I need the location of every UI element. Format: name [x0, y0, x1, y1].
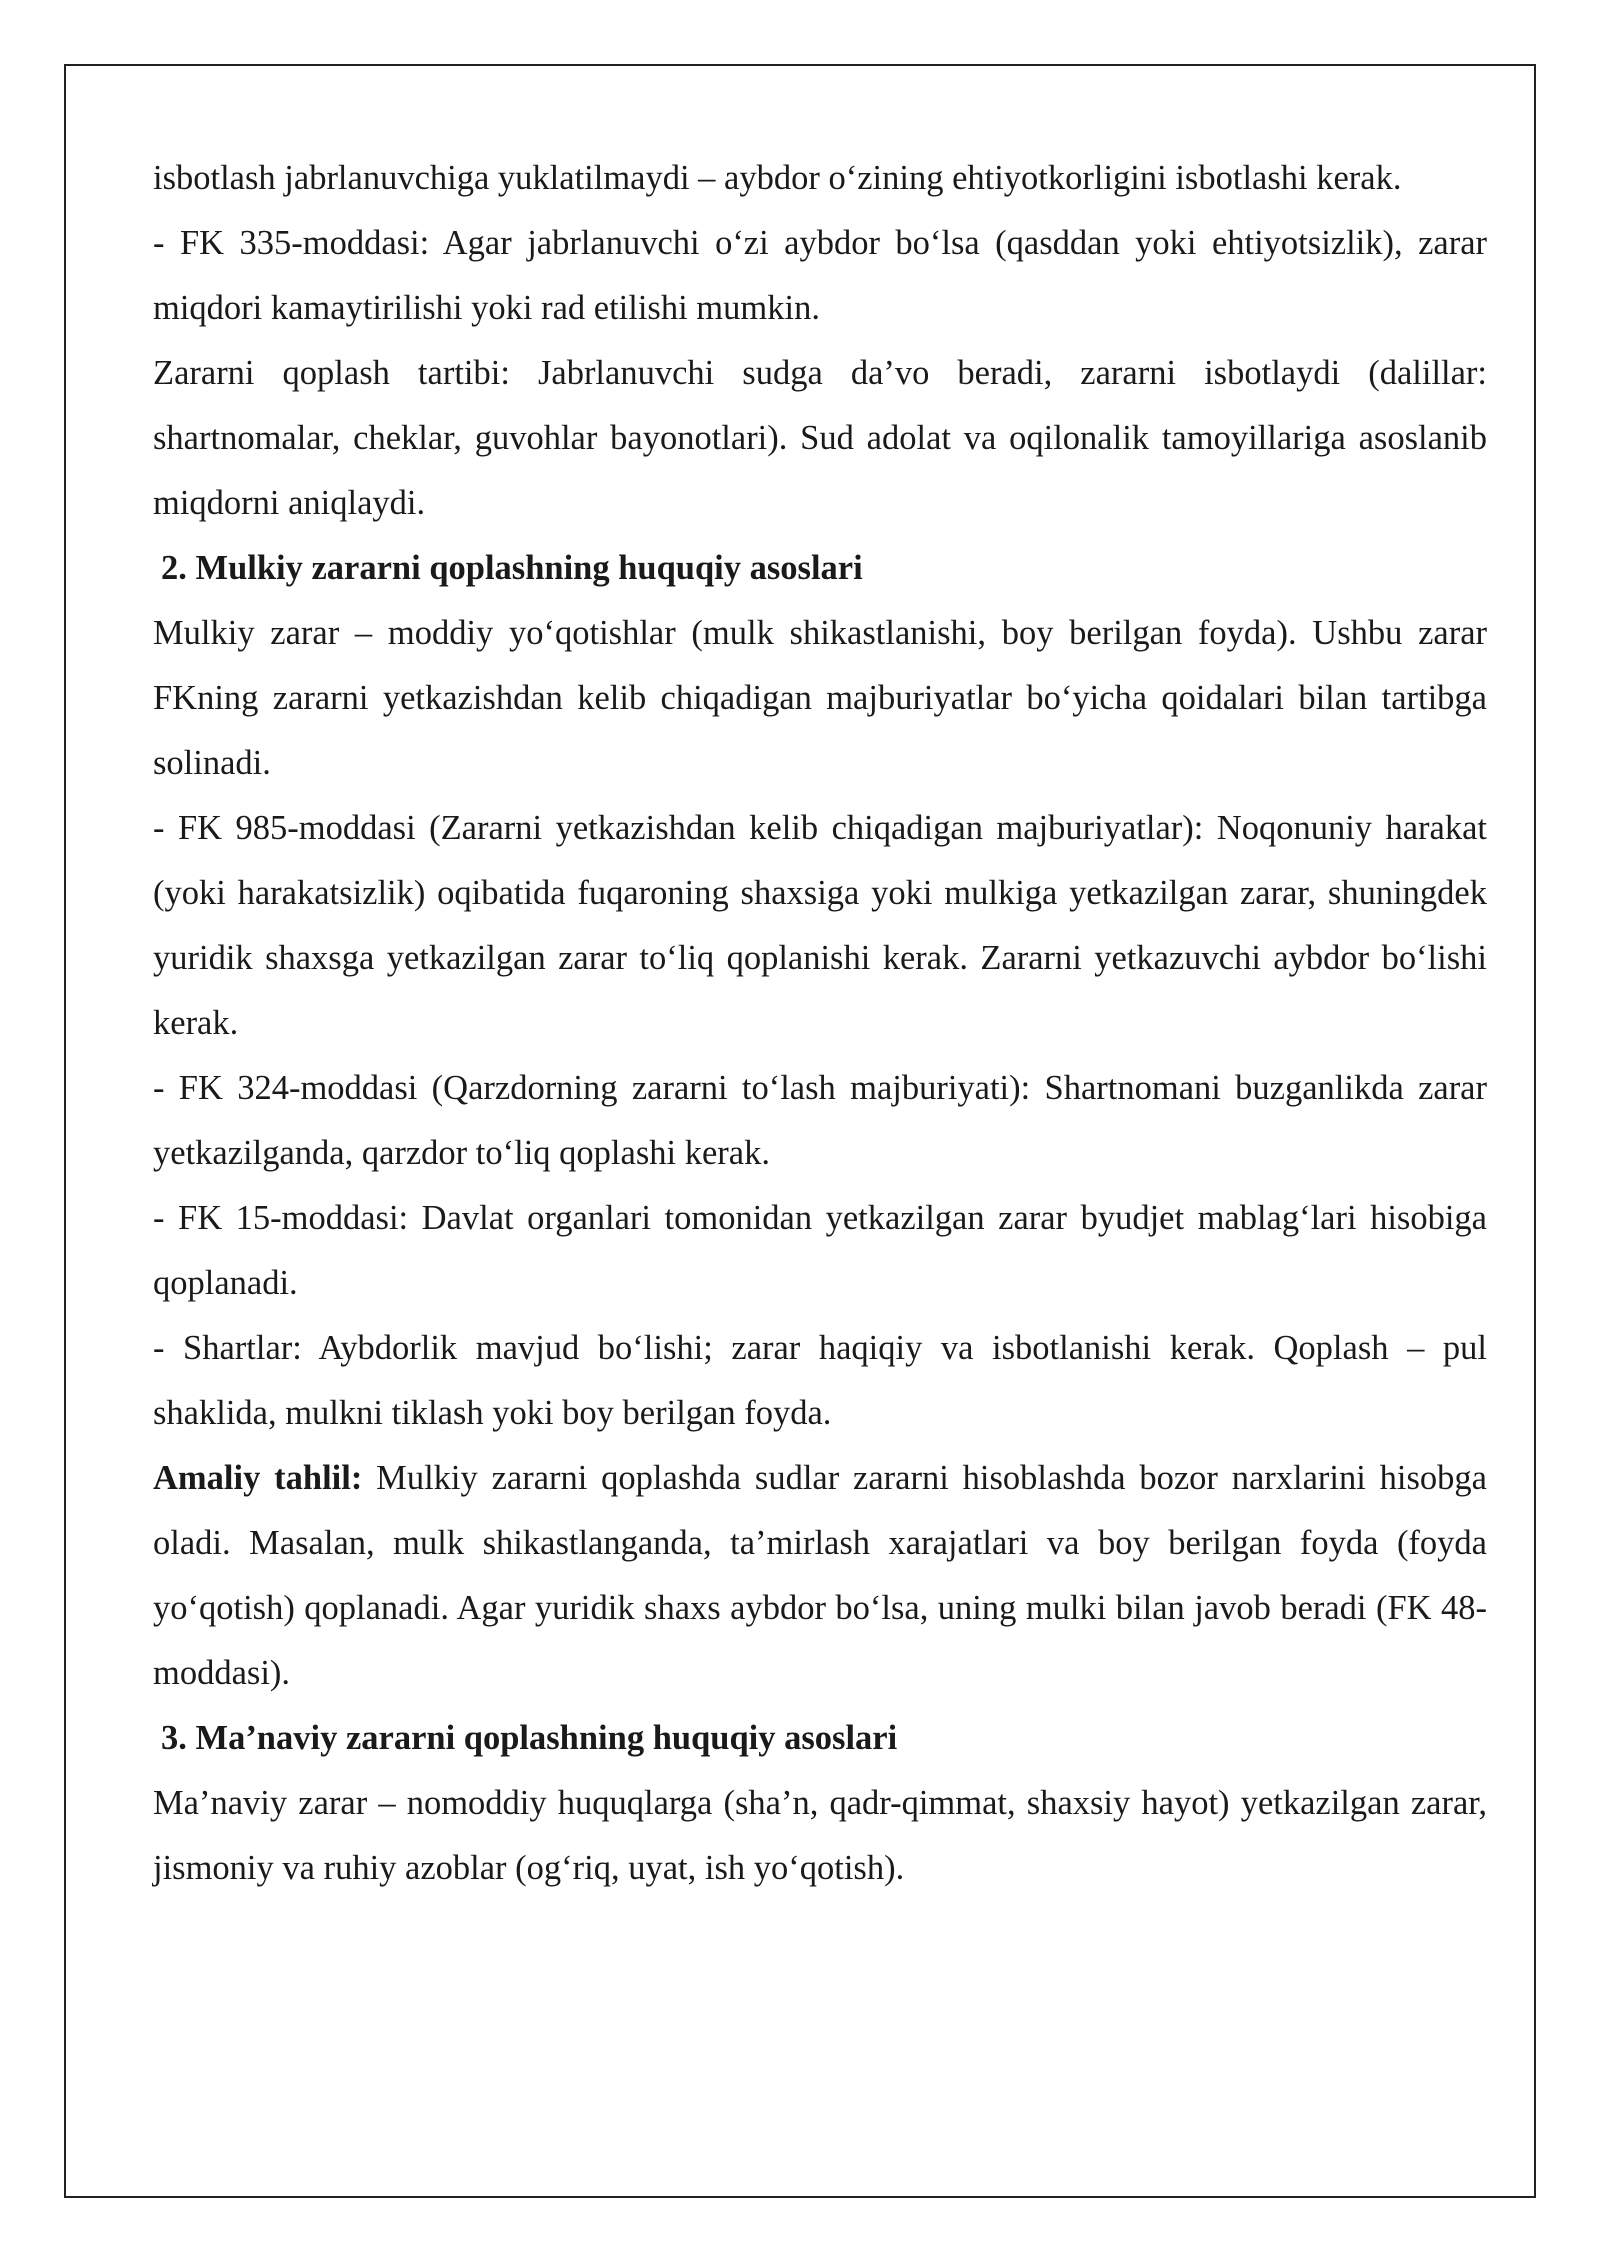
paragraph-fk-985: - FK 985-moddasi (Zararni yetkazishdan kelib chiqadigan majburiyatlar): Noqonuniy harakat (yoki harakatsizlik) oqibatida fuqaroning shaxsiga yoki mulkiga yetkazilgan zarar, shuningdek yuridik shaxsga yetkazilgan zarar to‘liq qoplanishi kerak. Zararni yetkazuvchi aybdor bo‘lishi kerak. — [153, 809, 1487, 1042]
amaliy-tahlil-label: Amaliy tahlil: — [153, 1459, 363, 1497]
amaliy-tahlil-text: Mulkiy zararni qoplashda sudlar zararni hisoblashda bozor narxlarini hisobga oladi. Masalan, mulk shikastlanganda, ta’mirlash xarajatlari va boy berilgan foyda (foyda yo‘qotish) qoplanadi. Agar yuridik shaxs aybdor bo‘lsa, uning mulki bilan javob beradi (FK 48-moddasi). — [153, 1459, 1487, 1692]
document-body — [153, 146, 1487, 1901]
paragraph-fk-335: - FK 335-moddasi: Agar jabrlanuvchi o‘zi aybdor bo‘lsa (qasddan yoki ehtiyotsizlik), zarar miqdori kamaytirilishi yoki rad etilishi mumkin. — [153, 224, 1487, 327]
paragraph-fk-15: - FK 15-moddasi: Davlat organlari tomonidan yetkazilgan zarar byudjet mablag‘lari hisobiga qoplanadi. — [153, 1199, 1487, 1302]
paragraph-zararni-qoplash-tartibi: Zararni qoplash tartibi: Jabrlanuvchi sudga da’vo beradi, zararni isbotlaydi (dalillar: shartnomalar, cheklar, guvohlar bayonotlari). Sud adolat va oqilonalik tamoyillariga asoslanib miqdorni aniqlaydi. — [153, 354, 1487, 522]
paragraph-shartlar: - Shartlar: Aybdorlik mavjud bo‘lishi; zarar haqiqiy va isbotlanishi kerak. Qoplash – pul shaklida, mulkni tiklash yoki boy berilgan foyda. — [153, 1329, 1487, 1432]
paragraph-amaliy-tahlil — [153, 1446, 1487, 1706]
section-heading-2: 2. Mulkiy zararni qoplashning huquqiy asoslari — [161, 549, 863, 587]
section-heading-3: 3. Ma’naviy zararni qoplashning huquqiy asoslari — [161, 1719, 898, 1757]
paragraph-manaviy-zarar: Ma’naviy zarar – nomoddiy huquqlarga (sha’n, qadr-qimmat, shaxsiy hayot) yetkazilgan zarar, jismoniy va ruhiy azoblar (og‘riq, uyat, ish yo‘qotish). — [153, 1784, 1487, 1887]
paragraph-mulkiy-zarar: Mulkiy zarar – moddiy yo‘qotishlar (mulk shikastlanishi, boy berilgan foyda). Ushbu zarar FKning zararni yetkazishdan kelib chiqadigan majburiyatlar bo‘yicha qoidalari bilan tartibga solinadi. — [153, 614, 1487, 782]
paragraph-fk-324: - FK 324-moddasi (Qarzdorning zararni to‘lash majburiyati): Shartnomani buzganlikda zarar yetkazilganda, qarzdor to‘liq qoplashi kerak. — [153, 1069, 1487, 1172]
paragraph-1: isbotlash jabrlanuvchiga yuklatilmaydi – aybdor o‘zining ehtiyotkorligini isbotlashi kerak. — [153, 159, 1402, 197]
